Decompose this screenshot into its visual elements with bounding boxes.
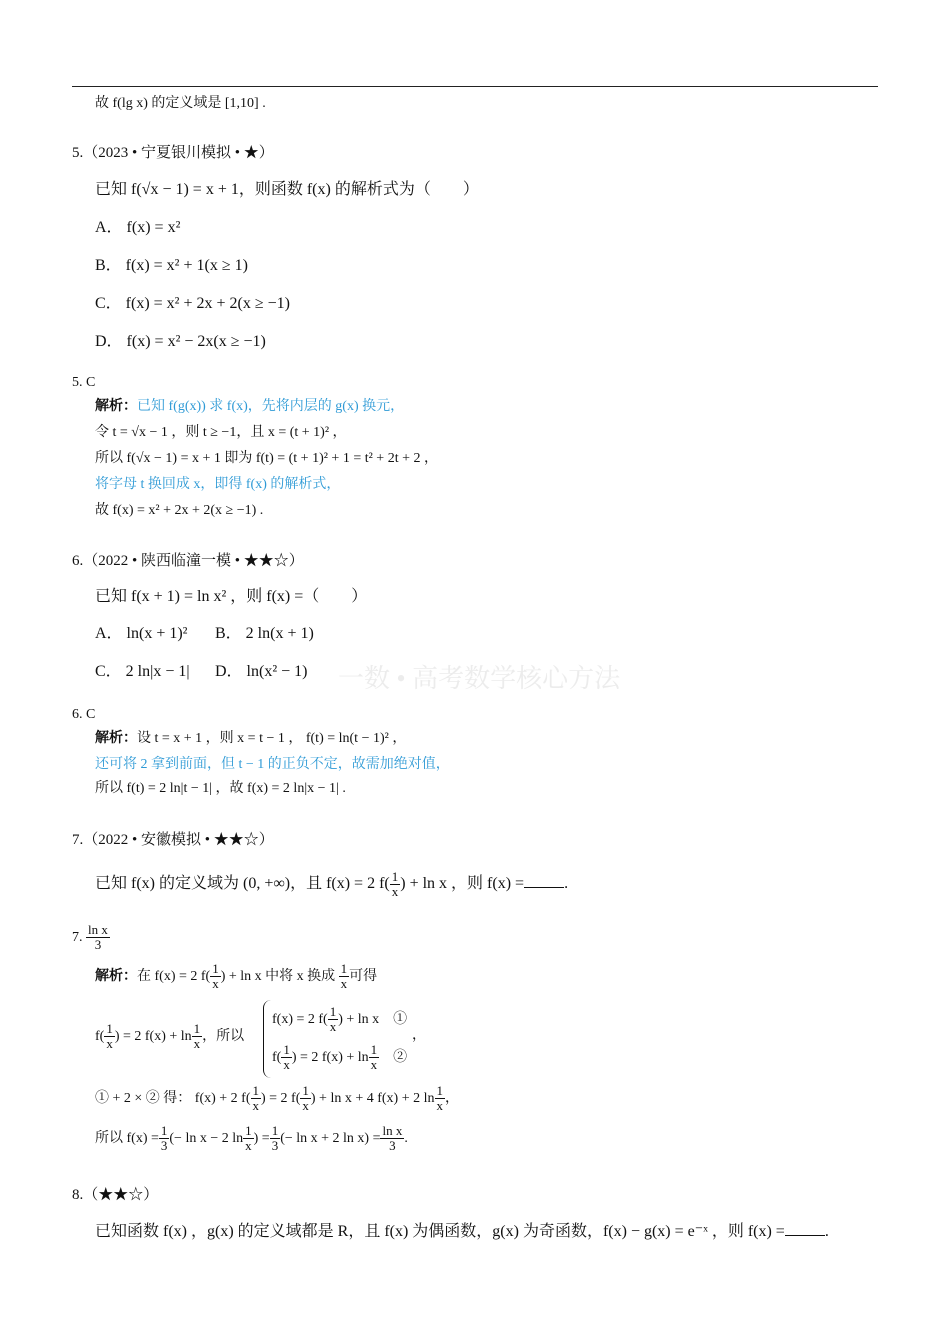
q6-stem: 已知 f(x + 1) = ln x² ，则 f(x) =（ ） <box>95 588 368 605</box>
q7-stem: 已知 f(x) 的定义域为 (0, +∞)，且 f(x) = 2 f( $\frac{1}{x}$ ) + ln x ，则 f(x) = . <box>95 868 569 899</box>
header-rule <box>72 86 878 87</box>
q6-method-note: 还可将 2 拿到前面，但 t − 1 的正负不定，故需加绝对值， <box>95 757 450 772</box>
q7-solution-line4: 所以 f(x) = $\frac{1}{3}$ (− ln x − 2 ln $\frac{1}{x}$ ) = $\frac{1}{3}$ (− ln x + 2 ln x) = $\frac{\text{ln x}}{3}$ . <box>95 1123 408 1154</box>
q5-solution-line5: 故 f(x) = x² + 2x + 2(x ≥ −1) . <box>95 503 264 518</box>
q5-option-c: C． f(x) = x² + 2x + 2(x ≥ −1) <box>95 295 290 312</box>
solution-label: 解析： <box>95 731 137 746</box>
fraction-1-over-x: $\frac{1}{x}$ <box>283 1042 290 1073</box>
fraction-1-over-x: $\frac{1}{x}$ <box>391 868 399 899</box>
q8-heading: 8.（★★☆） <box>72 1187 159 1203</box>
q7-solution-line3: ① + 2 × ② 得： f(x) + 2 f( $\frac{1}{x}$ ) = 2 f( $\frac{1}{x}$ ) + ln x + 4 f(x) + 2 ln $\frac{1}{x}$ ， <box>95 1083 460 1114</box>
q7-system-eq1: f(x) = 2 f( $\frac{1}{x}$ ) + ln x ① <box>272 1004 408 1035</box>
solution-label: 解析： <box>95 969 137 984</box>
fraction-1-over-x: $\frac{1}{x}$ <box>302 1083 309 1114</box>
answer-blank[interactable] <box>785 1221 825 1236</box>
q6-option-d: D． ln(x² − 1) <box>215 663 308 680</box>
q8-stem: 已知函数 f(x) ，g(x) 的定义域都是 R，且 f(x) 为偶函数，g(x) 为奇函数，f(x) − g(x) = e⁻ˣ ，则 f(x) = . <box>95 1223 829 1240</box>
q8-stem-text: 已知函数 f(x) ，g(x) 的定义域都是 R，且 f(x) 为偶函数，g(x) 为奇函数，f(x) − g(x) = e⁻ˣ ，则 f(x) = <box>95 1223 785 1240</box>
fraction-lnx-over-3: $\frac{\text{ln x}}{3}$ <box>382 1123 403 1154</box>
q6-answer: 6. C <box>72 707 96 722</box>
fraction-1-over-3: $\frac{1}{3}$ <box>160 1123 168 1154</box>
solution-label: 解析： <box>95 399 137 414</box>
q5-option-d: D． f(x) = x² − 2x(x ≥ −1) <box>95 333 266 350</box>
q6-option-b: B． 2 ln(x + 1) <box>215 625 314 642</box>
fraction-1-over-x: $\frac{1}{x}$ <box>245 1123 252 1154</box>
q7-stem-part2: ) + ln x ，则 f(x) = <box>400 875 525 892</box>
fraction-1-over-x: $\frac{1}{x}$ <box>436 1083 444 1114</box>
q7-stem-part1: 已知 f(x) 的定义域为 (0, +∞)，且 f(x) = 2 f( <box>95 875 390 892</box>
q7-system-eq2: f( $\frac{1}{x}$ ) = 2 f(x) + ln $\frac{1}{x}$ ② <box>272 1042 408 1073</box>
q7-solution-line2: f( $\frac{1}{x}$ ) = 2 f(x) + ln $\frac{1}{x}$ ，所以 <box>95 1021 245 1052</box>
q6-heading: 6.（2022 • 陕西临潼一模 • ★★☆） <box>72 553 304 569</box>
q6-solution-line3: 所以 f(t) = 2 ln|t − 1| ，故 f(x) = 2 ln|x − 1| . <box>95 781 346 796</box>
fraction-1-over-x: $\frac{1}{x}$ <box>370 1042 378 1073</box>
q5-option-a: A． f(x) = x² <box>95 219 181 236</box>
q6-option-a: A． ln(x + 1)² <box>95 625 188 642</box>
q5-heading: 5.（2023 • 宁夏银川模拟 • ★） <box>72 145 274 161</box>
q7-answer <box>72 922 110 954</box>
answer-fraction: $\frac{\text{ln x}}{3}$ <box>88 922 108 953</box>
watermark: 一数 • 高考数学核心方法 <box>338 664 621 693</box>
q5-solution-line1 <box>95 397 404 417</box>
q5-method-note2: 将字母 t 换回成 x，即得 f(x) 的解析式， <box>95 477 341 492</box>
q5-answer: 5. C <box>72 375 96 390</box>
q7-answer-number: 7. <box>72 930 83 945</box>
q6-option-c: C． 2 ln|x − 1| <box>95 663 190 680</box>
q6-solution-text: 设 t = x + 1 ，则 x = t − 1 ， f(t) = ln(t − 1)² ， <box>137 731 407 746</box>
fraction-1-over-x: $\frac{1}{x}$ <box>340 961 348 992</box>
q5-solution-line2: 令 t = √x − 1 ，则 t ≥ −1，且 x = (t + 1)² ， <box>95 425 347 440</box>
answer-blank[interactable] <box>524 873 564 888</box>
q5-option-b: B． f(x) = x² + 1(x ≥ 1) <box>95 257 248 274</box>
q6-solution-line1 <box>95 729 406 749</box>
q7-system-comma: ， <box>412 1028 426 1043</box>
q5-method-note: 已知 f(g(x)) 求 f(x)，先将内层的 g(x) 换元， <box>137 399 405 414</box>
fraction-1-over-x: $\frac{1}{x}$ <box>193 1021 201 1052</box>
fraction-1-over-x: $\frac{1}{x}$ <box>106 1021 113 1052</box>
previous-solution-end: 故 f(lg x) 的定义域是 [1,10] . <box>95 96 266 111</box>
fraction-1-over-x: $\frac{1}{x}$ <box>212 961 219 992</box>
q5-stem: 已知 f(√x − 1) = x + 1，则函数 f(x) 的解析式为（ ） <box>95 181 479 198</box>
fraction-1-over-3: $\frac{1}{3}$ <box>271 1123 279 1154</box>
fraction-1-over-x: $\frac{1}{x}$ <box>329 1004 337 1035</box>
q5-solution-line3: 所以 f(√x − 1) = x + 1 即为 f(t) = (t + 1)² + 1 = t² + 2t + 2 ， <box>95 451 438 466</box>
fraction-1-over-x: $\frac{1}{x}$ <box>252 1083 259 1114</box>
q7-solution-line1: 解析：在 f(x) = 2 f( $\frac{1}{x}$ ) + ln x 中将 x 换成 $\frac{1}{x}$ 可得 <box>95 961 378 992</box>
q7-heading: 7.（2022 • 安徽模拟 • ★★☆） <box>72 832 274 848</box>
